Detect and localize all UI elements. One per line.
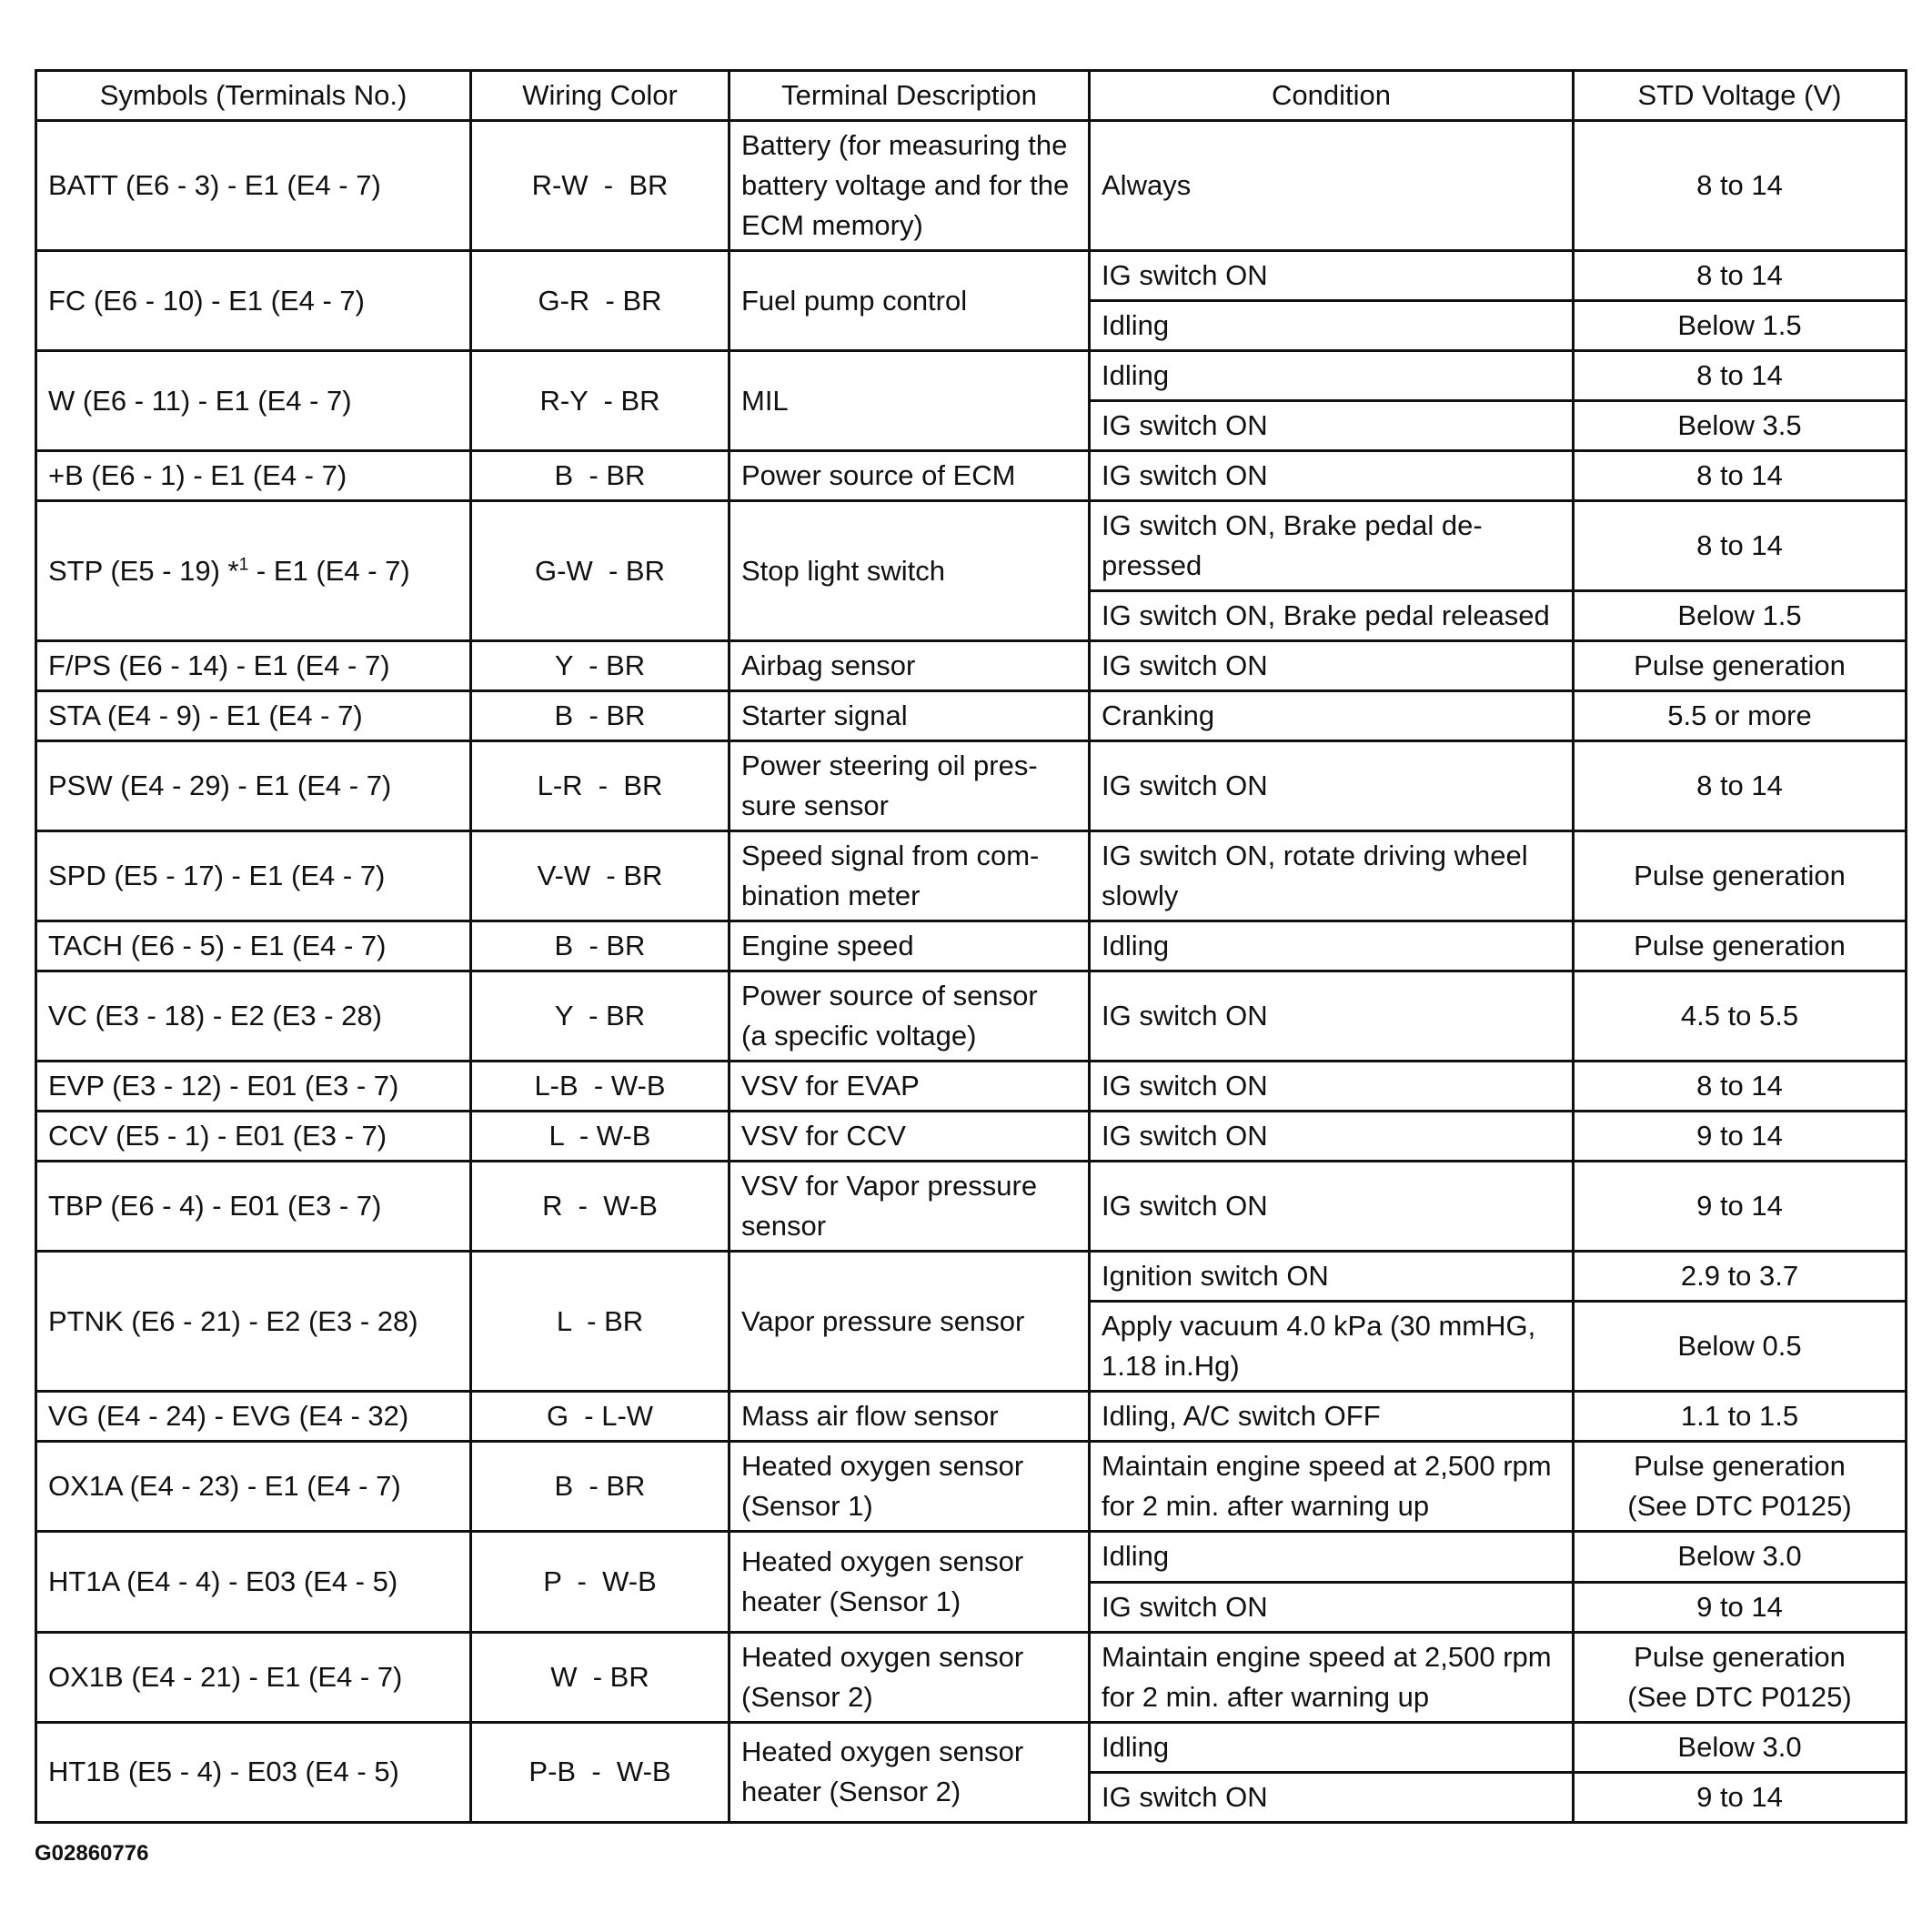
cell-line: Speed signal from com-: [741, 840, 1040, 872]
symbol-cell: [36, 1722, 471, 1822]
std-voltage-cell: [1574, 501, 1907, 591]
cell-line: IG switch ON: [1102, 1780, 1268, 1813]
cell-line: Stop light switch: [741, 554, 945, 587]
std-voltage-cell: [1574, 1442, 1907, 1532]
terminal-voltage-table: [35, 69, 1907, 1824]
symbol-cell: [36, 351, 471, 451]
cell-line: ECM memory): [741, 209, 923, 242]
symbol-text: FC (E6 - 10) - E1 (E4 - 7): [48, 284, 365, 317]
cell-line: Power source of sensor: [741, 980, 1038, 1012]
cell-line: IG switch ON: [1102, 649, 1268, 682]
cell-line: sensor: [741, 1210, 827, 1243]
cell-line: Power source of ECM: [741, 459, 1016, 492]
cell-line: Heated oxygen sensor: [741, 1640, 1024, 1673]
description-cell: [730, 831, 1090, 921]
cell-line: 8 to 14: [1696, 770, 1783, 802]
std-voltage-cell: [1574, 1062, 1907, 1112]
condition-cell: [1090, 1162, 1574, 1252]
symbol-text: VC (E3 - 18) - E2 (E3 - 28): [48, 1000, 382, 1032]
cell-line: Idling: [1102, 359, 1170, 392]
cell-line: IG switch ON: [1102, 409, 1268, 442]
description-cell: [730, 451, 1090, 501]
symbol-text: OX1A (E4 - 23) - E1 (E4 - 7): [48, 1470, 401, 1503]
cell-line: Heated oxygen sensor: [741, 1450, 1024, 1483]
cell-line: Maintain engine speed at 2,500 rpm: [1102, 1450, 1552, 1483]
std-voltage-cell: [1574, 121, 1907, 251]
cell-line: Pulse generation: [1634, 1640, 1846, 1673]
std-voltage-cell: [1574, 1392, 1907, 1442]
wiring-color-cell: R-W - BR: [471, 121, 730, 251]
cell-line: IG switch ON: [1102, 1070, 1268, 1102]
cell-line: Below 3.0: [1677, 1540, 1802, 1573]
std-voltage-cell: [1574, 1772, 1907, 1822]
condition-cell: [1090, 501, 1574, 591]
wiring-color-cell: R-Y - BR: [471, 351, 730, 451]
cell-line: heater (Sensor 1): [741, 1585, 961, 1617]
description-cell: [730, 641, 1090, 691]
description-cell: [730, 971, 1090, 1062]
std-voltage-cell: [1574, 451, 1907, 501]
cell-line: bination meter: [741, 880, 921, 912]
std-voltage-cell: [1574, 1722, 1907, 1772]
cell-line: MIL: [741, 384, 789, 417]
cell-line: Heated oxygen sensor: [741, 1545, 1024, 1577]
condition-cell: [1090, 1582, 1574, 1632]
condition-cell: [1090, 301, 1574, 351]
header-row: [36, 71, 1907, 121]
cell-line: Battery (for measuring the: [741, 129, 1068, 162]
description-cell: [730, 351, 1090, 451]
wiring-color-cell: Y - BR: [471, 971, 730, 1062]
wiring-color-cell: B - BR: [471, 921, 730, 971]
cell-line: (Sensor 2): [741, 1680, 873, 1713]
cell-line: Idling, A/C switch OFF: [1102, 1400, 1381, 1433]
table-row: [36, 1532, 1907, 1582]
std-voltage-cell: [1574, 1532, 1907, 1582]
symbol-cell: [36, 1112, 471, 1162]
description-cell: [730, 1062, 1090, 1112]
symbol-text: TBP (E6 - 4) - E01 (E3 - 7): [48, 1190, 382, 1223]
condition-cell: [1090, 921, 1574, 971]
table-row: [36, 831, 1907, 921]
cell-line: IG switch ON, rotate driving wheel: [1102, 840, 1528, 872]
condition-cell: [1090, 691, 1574, 741]
cell-line: Fuel pump control: [741, 284, 968, 317]
cell-line: IG switch ON, Brake pedal de-: [1102, 509, 1483, 542]
std-voltage-cell: [1574, 971, 1907, 1062]
wiring-color-cell: R - W-B: [471, 1162, 730, 1252]
cell-line: Apply vacuum 4.0 kPa (30 mmHG,: [1102, 1310, 1536, 1343]
cell-line: Engine speed: [741, 930, 914, 962]
cell-line: Power steering oil pres-: [741, 750, 1038, 782]
std-voltage-cell: [1574, 641, 1907, 691]
condition-cell: [1090, 451, 1574, 501]
symbol-cell: [36, 1632, 471, 1722]
cell-line: 9 to 14: [1696, 1590, 1783, 1623]
symbol-text: STP (E5 - 19) *: [48, 554, 239, 587]
condition-cell: [1090, 1062, 1574, 1112]
cell-line: Pulse generation: [1634, 860, 1846, 892]
symbol-cell: [36, 1252, 471, 1392]
std-voltage-cell: [1574, 1302, 1907, 1392]
condition-cell: [1090, 641, 1574, 691]
table-row: [36, 1112, 1907, 1162]
cell-line: IG switch ON: [1102, 1120, 1268, 1152]
cell-line: pressed: [1102, 549, 1202, 582]
cell-line: Idling: [1102, 930, 1170, 962]
cell-line: (Sensor 1): [741, 1490, 873, 1523]
symbol-text: BATT (E6 - 3) - E1 (E4 - 7): [48, 169, 381, 202]
symbol-cell: [36, 831, 471, 921]
table-body: [36, 121, 1907, 1823]
cell-line: VSV for Vapor pressure: [741, 1170, 1038, 1203]
cell-line: Cranking: [1102, 699, 1215, 732]
wiring-color-cell: W - BR: [471, 1632, 730, 1722]
symbol-cell: [36, 1062, 471, 1112]
description-cell: [730, 1252, 1090, 1392]
std-voltage-cell: [1574, 921, 1907, 971]
symbol-text: PSW (E4 - 29) - E1 (E4 - 7): [48, 770, 392, 802]
symbol-text: HT1B (E5 - 4) - E03 (E4 - 5): [48, 1756, 399, 1788]
table-row: [36, 1162, 1907, 1252]
wiring-color-cell: Y - BR: [471, 641, 730, 691]
description-cell: [730, 501, 1090, 641]
cell-line: (See DTC P0125): [1627, 1680, 1852, 1713]
table-row: [36, 1722, 1907, 1772]
symbol-cell: [36, 451, 471, 501]
cell-line: heater (Sensor 2): [741, 1776, 961, 1808]
wiring-color-cell: B - BR: [471, 451, 730, 501]
condition-cell: [1090, 1112, 1574, 1162]
header-std-voltage: STD Voltage (V): [1574, 71, 1907, 121]
wiring-color-cell: B - BR: [471, 691, 730, 741]
condition-cell: [1090, 1532, 1574, 1582]
condition-cell: [1090, 591, 1574, 641]
symbol-cell: [36, 691, 471, 741]
std-voltage-cell: [1574, 741, 1907, 831]
std-voltage-cell: [1574, 1252, 1907, 1302]
condition-cell: [1090, 831, 1574, 921]
table-row: [36, 641, 1907, 691]
condition-cell: [1090, 1392, 1574, 1442]
symbol-cell: [36, 501, 471, 641]
cell-line: Idling: [1102, 1730, 1170, 1763]
condition-cell: [1090, 1772, 1574, 1822]
cell-line: Idling: [1102, 309, 1170, 342]
cell-line: 9 to 14: [1696, 1120, 1783, 1152]
table-row: [36, 1442, 1907, 1532]
cell-line: IG switch ON: [1102, 259, 1268, 292]
symbol-cell: [36, 921, 471, 971]
wiring-color-cell: L-R - BR: [471, 741, 730, 831]
description-cell: [730, 741, 1090, 831]
wiring-color-cell: V-W - BR: [471, 831, 730, 921]
symbol-text: HT1A (E4 - 4) - E03 (E4 - 5): [48, 1565, 398, 1597]
std-voltage-cell: [1574, 401, 1907, 451]
cell-line: VSV for CCV: [741, 1120, 906, 1152]
std-voltage-cell: [1574, 1112, 1907, 1162]
cell-line: 8 to 14: [1696, 459, 1783, 492]
description-cell: [730, 1162, 1090, 1252]
wiring-color-cell: P - W-B: [471, 1532, 730, 1632]
cell-line: Vapor pressure sensor: [741, 1304, 1025, 1337]
condition-cell: [1090, 741, 1574, 831]
wiring-color-cell: B - BR: [471, 1442, 730, 1532]
footnote-marker: 1: [238, 555, 249, 575]
symbol-text: TACH (E6 - 5) - E1 (E4 - 7): [48, 930, 387, 962]
header-terminal-description: Terminal Description: [730, 71, 1090, 121]
description-cell: [730, 1112, 1090, 1162]
figure-id: G02860776: [35, 1841, 149, 1866]
cell-line: 4.5 to 5.5: [1680, 1000, 1799, 1032]
cell-line: 8 to 14: [1696, 529, 1783, 562]
table-row: [36, 1252, 1907, 1302]
description-cell: [730, 121, 1090, 251]
cell-line: (See DTC P0125): [1627, 1490, 1852, 1523]
symbol-text: PTNK (E6 - 21) - E2 (E3 - 28): [48, 1304, 418, 1337]
wiring-color-cell: G - L-W: [471, 1392, 730, 1442]
table-row: [36, 741, 1907, 831]
table-row: [36, 351, 1907, 401]
symbol-text: +B (E6 - 1) - E1 (E4 - 7): [48, 459, 347, 492]
symbol-text: F/PS (E6 - 14) - E1 (E4 - 7): [48, 649, 390, 682]
header-wiring-color: Wiring Color: [471, 71, 730, 121]
condition-cell: [1090, 251, 1574, 301]
condition-cell: [1090, 401, 1574, 451]
symbol-text: EVP (E3 - 12) - E01 (E3 - 7): [48, 1070, 399, 1102]
cell-line: Always: [1102, 169, 1192, 202]
symbol-text: SPD (E5 - 17) - E1 (E4 - 7): [48, 860, 386, 892]
description-cell: [730, 1722, 1090, 1822]
wiring-color-cell: L-B - W-B: [471, 1062, 730, 1112]
cell-line: IG switch ON: [1102, 459, 1268, 492]
std-voltage-cell: [1574, 591, 1907, 641]
table-row: [36, 1632, 1907, 1722]
std-voltage-cell: [1574, 691, 1907, 741]
std-voltage-cell: [1574, 1632, 1907, 1722]
condition-cell: [1090, 351, 1574, 401]
cell-line: 1.18 in.Hg): [1102, 1350, 1240, 1383]
wiring-color-cell: L - BR: [471, 1252, 730, 1392]
cell-line: sure sensor: [741, 790, 889, 822]
condition-cell: [1090, 971, 1574, 1062]
symbol-cell: [36, 251, 471, 351]
wiring-color-cell: L - W-B: [471, 1112, 730, 1162]
cell-line: slowly: [1102, 880, 1179, 912]
cell-line: 5.5 or more: [1667, 699, 1812, 732]
symbol-cell: [36, 121, 471, 251]
cell-line: Idling: [1102, 1540, 1170, 1573]
std-voltage-cell: [1574, 351, 1907, 401]
symbol-cell: [36, 1442, 471, 1532]
description-cell: [730, 1532, 1090, 1632]
condition-cell: [1090, 1722, 1574, 1772]
cell-line: 1.1 to 1.5: [1680, 1400, 1799, 1433]
cell-line: Mass air flow sensor: [741, 1400, 999, 1433]
std-voltage-cell: [1574, 251, 1907, 301]
cell-line: (a specific voltage): [741, 1020, 977, 1052]
table-row: [36, 501, 1907, 591]
condition-cell: [1090, 121, 1574, 251]
std-voltage-cell: [1574, 301, 1907, 351]
symbol-text: CCV (E5 - 1) - E01 (E3 - 7): [48, 1120, 387, 1152]
symbol-text-tail: - E1 (E4 - 7): [248, 554, 410, 587]
cell-line: Pulse generation: [1634, 649, 1846, 682]
symbol-text: VG (E4 - 24) - EVG (E4 - 32): [48, 1400, 409, 1433]
cell-line: 8 to 14: [1696, 1070, 1783, 1102]
cell-line: 8 to 14: [1696, 259, 1783, 292]
cell-line: Starter signal: [741, 699, 908, 732]
cell-line: Below 3.5: [1677, 409, 1802, 442]
cell-line: Heated oxygen sensor: [741, 1736, 1024, 1768]
condition-cell: [1090, 1632, 1574, 1722]
table-row: [36, 691, 1907, 741]
symbol-text: STA (E4 - 9) - E1 (E4 - 7): [48, 699, 363, 732]
table-row: [36, 1392, 1907, 1442]
description-cell: [730, 1442, 1090, 1532]
wiring-color-cell: G-R - BR: [471, 251, 730, 351]
symbol-text: OX1B (E4 - 21) - E1 (E4 - 7): [48, 1660, 403, 1693]
description-cell: [730, 1392, 1090, 1442]
cell-line: 8 to 14: [1696, 169, 1783, 202]
description-cell: [730, 691, 1090, 741]
cell-line: Ignition switch ON: [1102, 1260, 1329, 1293]
header-symbols: Symbols (Terminals No.): [36, 71, 471, 121]
wiring-color-cell: P-B - W-B: [471, 1722, 730, 1822]
cell-line: Pulse generation: [1634, 1450, 1846, 1483]
symbol-text: W (E6 - 11) - E1 (E4 - 7): [48, 384, 352, 417]
description-cell: [730, 921, 1090, 971]
std-voltage-cell: [1574, 831, 1907, 921]
condition-cell: [1090, 1302, 1574, 1392]
cell-line: IG switch ON: [1102, 1190, 1268, 1223]
cell-line: IG switch ON, Brake pedal released: [1102, 599, 1550, 632]
std-voltage-cell: [1574, 1582, 1907, 1632]
table-row: [36, 1062, 1907, 1112]
cell-line: 8 to 14: [1696, 359, 1783, 392]
cell-line: for 2 min. after warning up: [1102, 1680, 1430, 1713]
condition-cell: [1090, 1442, 1574, 1532]
cell-line: Below 1.5: [1677, 599, 1802, 632]
table-row: [36, 251, 1907, 301]
symbol-cell: [36, 641, 471, 691]
table-row: [36, 451, 1907, 501]
cell-line: IG switch ON: [1102, 1590, 1268, 1623]
symbol-cell: [36, 1532, 471, 1632]
cell-line: 9 to 14: [1696, 1780, 1783, 1813]
description-cell: [730, 1632, 1090, 1722]
cell-line: Pulse generation: [1634, 930, 1846, 962]
table-row: [36, 921, 1907, 971]
cell-line: 2.9 to 3.7: [1680, 1260, 1799, 1293]
cell-line: battery voltage and for the: [741, 169, 1070, 202]
cell-line: for 2 min. after warning up: [1102, 1490, 1430, 1523]
table-row: [36, 121, 1907, 251]
table-row: [36, 971, 1907, 1062]
condition-cell: [1090, 1252, 1574, 1302]
cell-line: 9 to 14: [1696, 1190, 1783, 1223]
symbol-cell: [36, 741, 471, 831]
symbol-cell: [36, 971, 471, 1062]
cell-line: Maintain engine speed at 2,500 rpm: [1102, 1640, 1552, 1673]
cell-line: IG switch ON: [1102, 1000, 1268, 1032]
cell-line: Below 0.5: [1677, 1330, 1802, 1363]
symbol-cell: [36, 1162, 471, 1252]
cell-line: IG switch ON: [1102, 770, 1268, 802]
cell-line: Airbag sensor: [741, 649, 916, 682]
wiring-color-cell: G-W - BR: [471, 501, 730, 641]
cell-line: Below 1.5: [1677, 309, 1802, 342]
cell-line: VSV for EVAP: [741, 1070, 920, 1102]
symbol-cell: [36, 1392, 471, 1442]
cell-line: Below 3.0: [1677, 1730, 1802, 1763]
std-voltage-cell: [1574, 1162, 1907, 1252]
header-condition: Condition: [1090, 71, 1574, 121]
description-cell: [730, 251, 1090, 351]
